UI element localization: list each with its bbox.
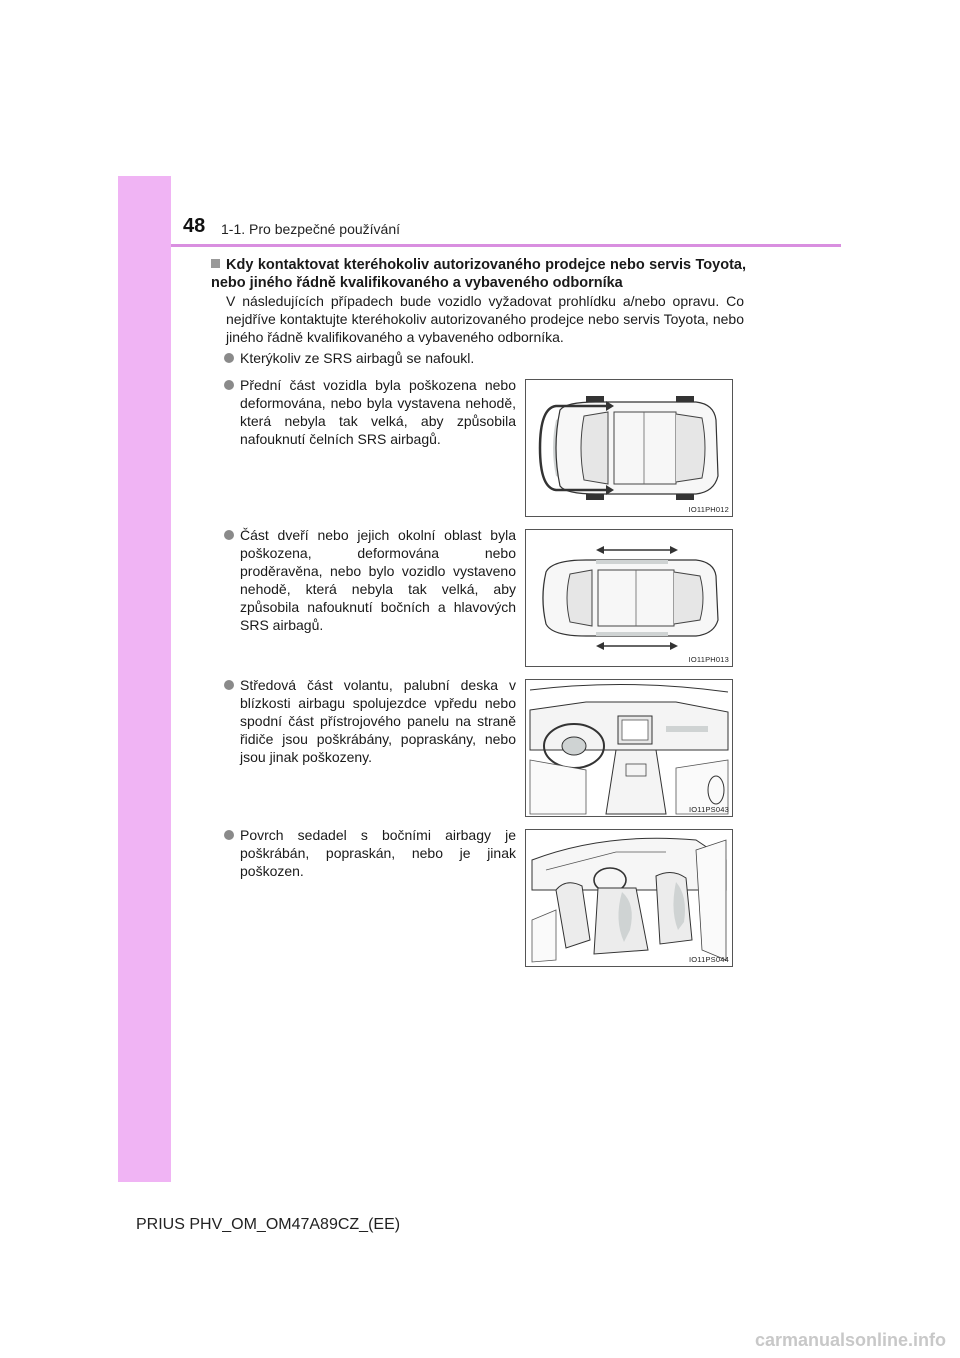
figure-dashboard — [525, 679, 733, 817]
bullet-airbag-inflated — [224, 349, 744, 367]
figure-code: IO11PH013 — [688, 655, 729, 664]
figure-code: IO11PH012 — [688, 505, 729, 514]
bullet-seat-damage — [224, 826, 516, 880]
section-title: 1-1. Pro bezpečné používání — [221, 221, 401, 237]
bullet-dot-icon — [224, 680, 234, 690]
bullet-dot-icon — [224, 353, 234, 363]
intro-paragraph: V následujících případech bude vozidlo vyžadovat prohlídku a/nebo opravu. Co nejdříve kontaktujte kteréhokoliv autorizovaného prodejce nebo servis Toyota, nebo jiného řádně kvalifikovaného a vybaveného odborníka. — [226, 293, 744, 345]
seats-illustration — [526, 830, 732, 966]
page-number: 48 — [183, 215, 206, 237]
header-rule — [171, 244, 841, 247]
figure-seats — [525, 829, 733, 967]
side-band — [118, 176, 171, 1182]
dashboard-illustration — [526, 680, 732, 816]
figure-side-impact — [525, 529, 733, 667]
bullet-dashboard-damage — [224, 676, 516, 766]
bullet-text: Středová část volantu, palubní deska v blízkosti airbagu spolujezdce vpředu nebo spodní část přístrojového panelu na straně řidiče jsou poškrábány, popraskány, nebo jsou jinak poškozeny. — [240, 677, 516, 765]
bullet-front-damage — [224, 376, 516, 448]
figure-code: IO11PS044 — [688, 955, 729, 964]
bullet-dot-icon — [224, 830, 234, 840]
bullet-text: Část dveří nebo jejich okolní oblast byla poškozena, deformována nebo proděravěna, nebo bylo vozidlo vystaveno nehodě, která nebyla tak velká, aby způsobila nafouknutí bočních a hlavových SRS airbagů. — [240, 527, 516, 633]
heading-text: Kdy kontaktovat kteréhokoliv autorizovaného prodejce nebo servis Toyota, nebo jiného řádně kvalifikovaného a vybaveného odborníka — [211, 257, 746, 291]
bullet-text: Přední část vozidla byla poškozena nebo deformována, nebo byla vystavena nehodě, která nebyla tak velká, aby způsobila nafouknutí čelních SRS airbagů. — [240, 377, 516, 447]
bullet-dot-icon — [224, 530, 234, 540]
bullet-door-damage — [224, 526, 516, 634]
watermark: carmanualsonline.info — [754, 1330, 946, 1350]
bullet-text: Povrch sedadel s bočními airbagy je poškrábán, popraskán, nebo je jinak poškozen. — [240, 827, 516, 879]
bullet-text: Kterýkoliv ze SRS airbagů se nafoukl. — [240, 350, 475, 366]
bullet-dot-icon — [224, 380, 234, 390]
section-heading — [211, 256, 746, 292]
car-top-view-front-illustration — [526, 380, 732, 516]
square-bullet-icon — [211, 259, 220, 268]
figure-code: IO11PS043 — [688, 805, 729, 814]
footer-doc-code: PRIUS PHV_OM_OM47A89CZ_(EE) — [136, 1216, 401, 1233]
car-top-view-side-illustration — [526, 530, 732, 666]
figure-front-impact — [525, 379, 733, 517]
